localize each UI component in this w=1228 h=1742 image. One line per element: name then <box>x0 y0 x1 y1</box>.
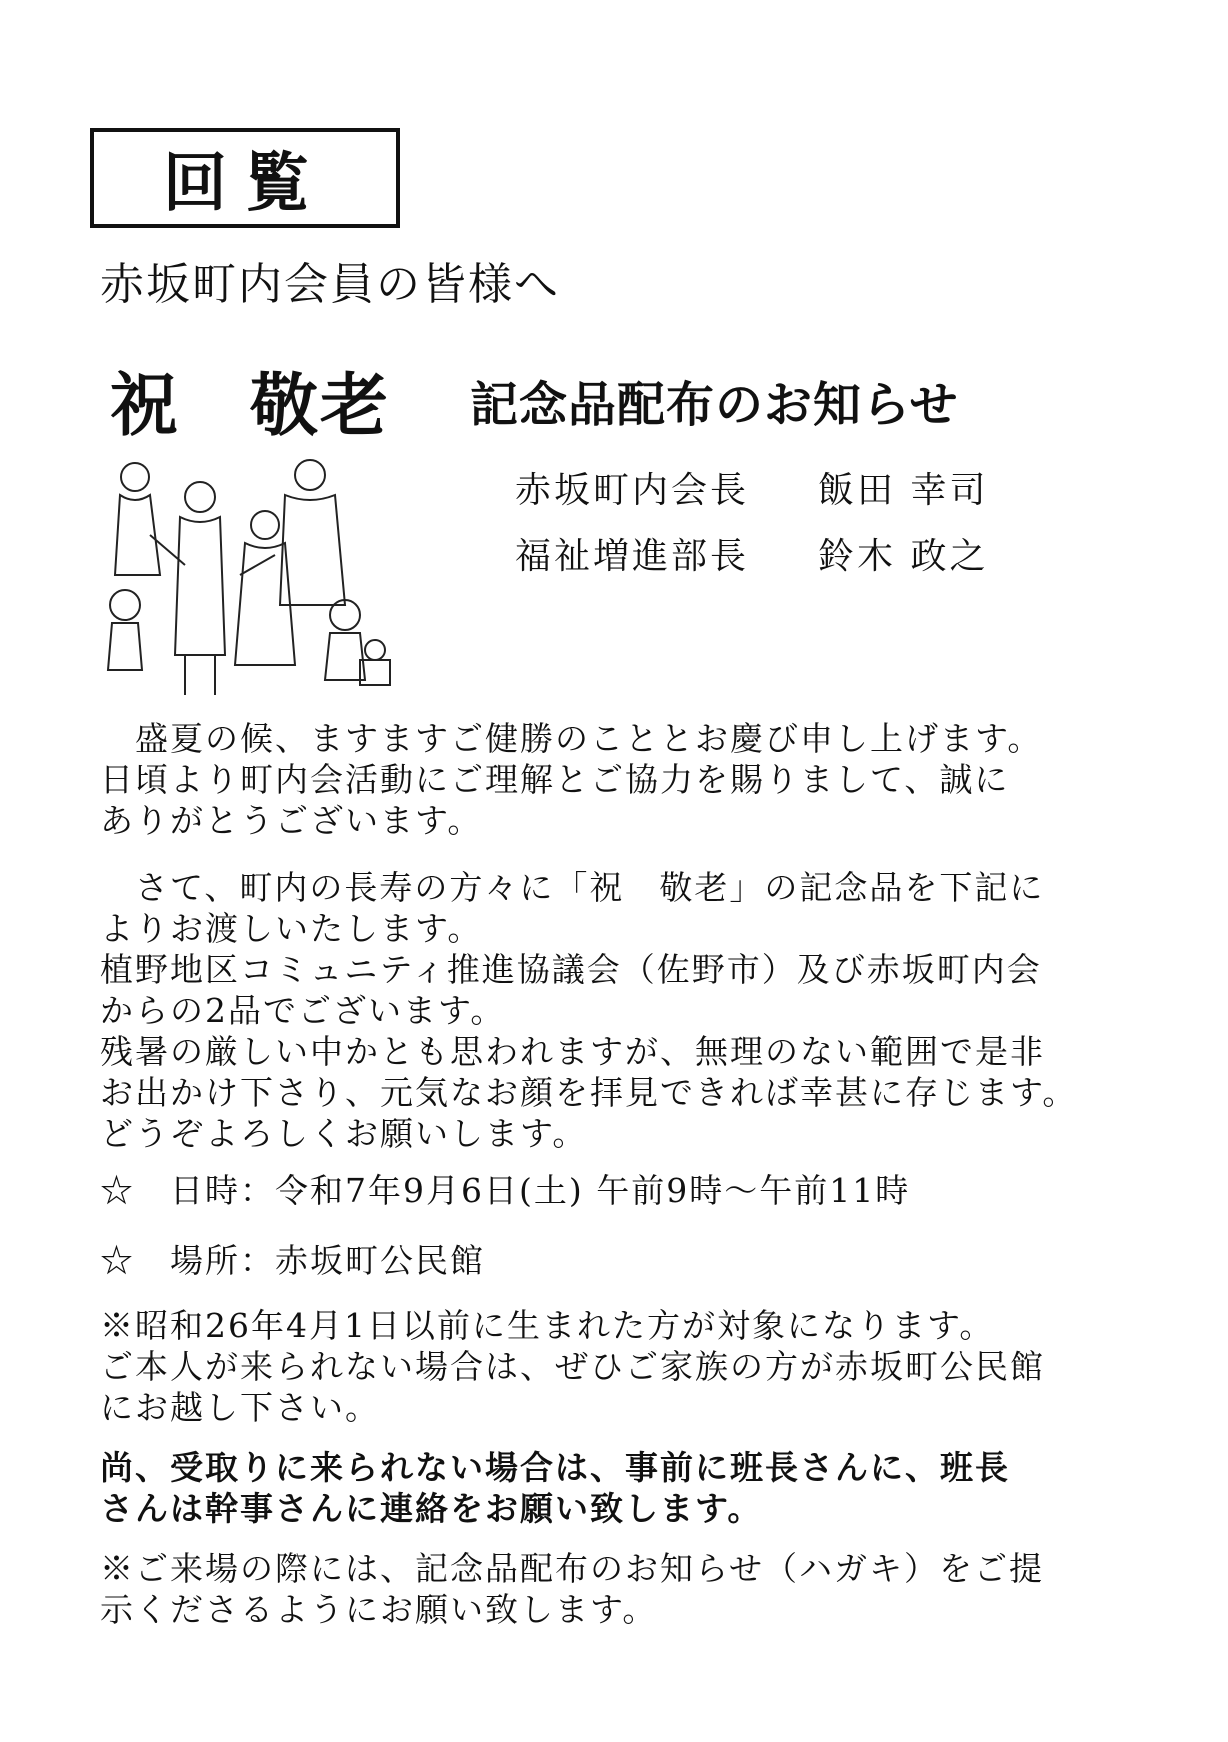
note-eligibility <box>100 1305 1045 1428</box>
title-sub: 記念品配布のお知らせ <box>470 377 959 433</box>
text-line: ありがとうございます。 <box>100 801 483 840</box>
signatory-name-2: 鈴木 政之 <box>818 536 989 577</box>
signatory-name-1: 飯田 幸司 <box>818 470 989 511</box>
text-line: お出かけ下さり、元気なお顔を拝見できれば幸甚に存じます。 <box>100 1073 1078 1112</box>
family-illustration <box>90 455 400 705</box>
signatory-role-1: 赤坂町内会長 <box>515 470 750 511</box>
text-line: にお越し下さい。 <box>100 1388 380 1427</box>
text-line: 尚、受取りに来られない場合は、事前に班長さんに、班長 <box>100 1448 1010 1487</box>
note-bold <box>100 1447 1010 1529</box>
text-line: よりお渡しいたします。 <box>100 909 483 948</box>
text-line: ご本人が来られない場合は、ぜひご家族の方が赤坂町公民館 <box>100 1347 1045 1386</box>
note-postcard <box>100 1548 1044 1630</box>
text-line: 残暑の厳しい中かとも思われますが、無理のない範囲で是非 <box>100 1032 1045 1071</box>
detail-venue: ☆ 場所：赤坂町公民館 <box>100 1241 485 1280</box>
paragraph-1 <box>100 718 1042 841</box>
text-line: ※昭和26年4月1日以前に生まれた方が対象になります。 <box>100 1306 995 1345</box>
text-line: 植野地区コミュニティ推進協議会（佐野市）及び赤坂町内会 <box>100 950 1042 989</box>
text-line: からの2品でございます。 <box>100 991 506 1030</box>
kairan-box <box>90 128 400 228</box>
title-main: 祝 敬老 <box>110 367 391 446</box>
text-line: 日頃より町内会活動にご理解とご協力を賜りまして、誠に <box>100 760 1010 799</box>
text-line: どうぞよろしくお願いします。 <box>100 1114 588 1153</box>
detail-datetime: ☆ 日時：令和7年9月6日(土) 午前9時～午前11時 <box>100 1171 911 1210</box>
text-line: さんは幹事さんに連絡をお願い致します。 <box>100 1489 763 1528</box>
addressee: 赤坂町内会員の皆様へ <box>100 259 560 310</box>
text-line: 示くださるようにお願い致します。 <box>100 1590 658 1629</box>
text-line: ※ご来場の際には、記念品配布のお知らせ（ハガキ）をご提 <box>100 1549 1045 1588</box>
paragraph-2 <box>100 867 1077 1154</box>
signatory-role-2: 福祉増進部長 <box>515 536 750 577</box>
text-line: さて、町内の長寿の方々に「祝 敬老」の記念品を下記に <box>100 868 1045 907</box>
text-line: 盛夏の候、ますますご健勝のこととお慶び申し上げます。 <box>100 719 1043 758</box>
kairan-label: 回覧 <box>163 147 327 221</box>
